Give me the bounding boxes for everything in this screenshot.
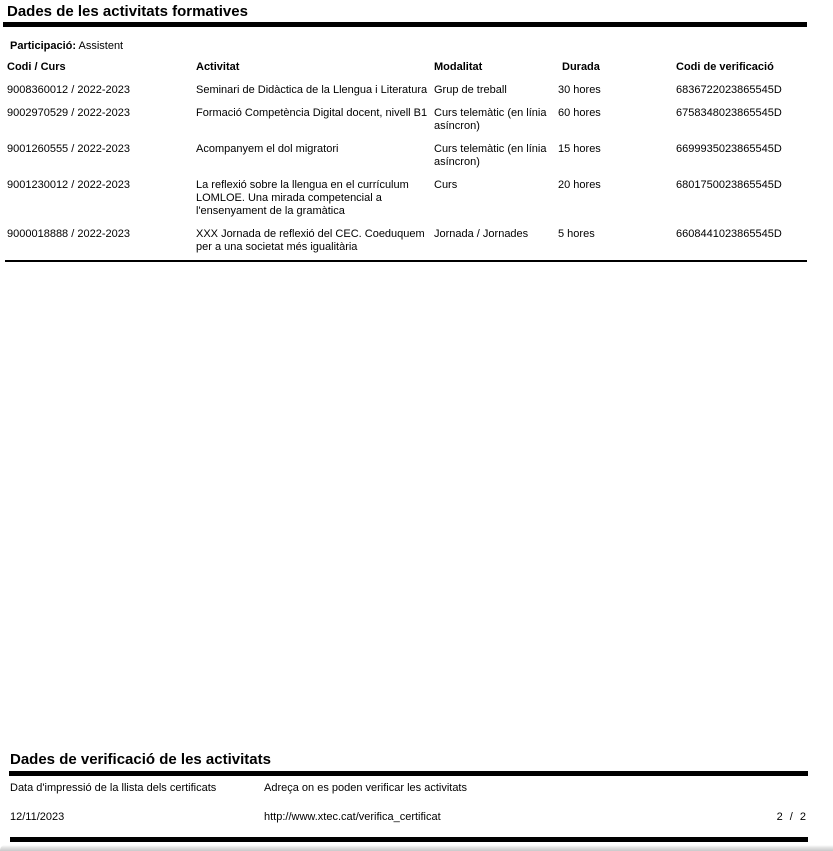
cell-codi-verificacio: 6758348023865545D [676,107,782,119]
cell-codi-curs: 9008360012 / 2022-2023 [7,84,130,96]
col-header-activitat: Activitat [196,61,240,73]
col-header-durada: Durada [562,61,600,73]
cell-codi-curs: 9001260555 / 2022-2023 [7,143,130,155]
col-header-modalitat: Modalitat [434,61,483,73]
activities-table [7,61,807,262]
cell-modalitat: Jornada / Jornades [434,228,529,240]
cell-activitat: Acompanyem el dol migratori [196,143,339,155]
cell-codi-curs: 9000018888 / 2022-2023 [7,228,130,240]
verification-section-title: Dades de verificació de les activitats [10,751,271,768]
cell-modalitat: Curs telemàtic (en línia asíncron) [434,143,547,168]
verify-address-label: Adreça on es poden verificar les activitats [264,782,467,794]
print-date-value: 12/11/2023 [10,811,65,823]
table-row [7,179,807,218]
cell-durada: 20 hores [558,179,601,191]
col-header-codi-verificacio: Codi de verificació [676,61,774,73]
cell-codi-verificacio: 6836722023865545D [676,84,782,96]
verify-url-link[interactable]: http://www.xtec.cat/verifica_certificat [264,811,441,823]
cell-modalitat: Curs [434,179,458,191]
verification-title-rule [9,771,808,776]
cell-codi-curs: 9001230012 / 2022-2023 [7,179,130,191]
table-row [7,84,807,97]
cell-codi-curs: 9002970529 / 2022-2023 [7,107,130,119]
activities-title-rule [3,22,807,27]
activities-section-title: Dades de les activitats formatives [7,3,248,20]
table-row [7,107,807,133]
table-bottom-rule [5,260,807,262]
cell-durada: 60 hores [558,107,601,119]
cell-durada: 5 hores [558,228,595,240]
page-number: 2 / 2 [776,811,808,823]
participation-value: Assistent [78,40,124,52]
page-bottom-rule [10,837,808,842]
cell-codi-verificacio: 6608441023865545D [676,228,782,240]
cell-activitat: La reflexió sobre la llengua en el currículum LOMLOE. Una mirada competencial a l'ensenyament de la gramàtica [196,179,409,217]
participation-line [10,40,123,53]
cell-activitat: Formació Competència Digital docent, nivell B1 [196,107,428,119]
col-header-codi-curs: Codi / Curs [7,61,66,73]
cell-activitat: Seminari de Didàctica de la Llengua i Literatura [196,84,428,96]
cell-modalitat: Grup de treball [434,84,507,96]
cell-activitat: XXX Jornada de reflexió del CEC. Coeduquem per a una societat més igualitària [196,228,425,253]
participation-label: Participació: [10,40,77,52]
page-bottom-edge [0,845,833,851]
table-row [7,228,807,254]
cell-durada: 15 hores [558,143,601,155]
print-date-label: Data d'impressió de la llista dels certificats [10,782,217,794]
cell-durada: 30 hores [558,84,601,96]
table-header-row [7,61,807,74]
table-body [7,84,807,254]
table-row [7,143,807,169]
cell-codi-verificacio: 6699935023865545D [676,143,782,155]
cell-codi-verificacio: 6801750023865545D [676,179,782,191]
cell-modalitat: Curs telemàtic (en línia asíncron) [434,107,547,132]
